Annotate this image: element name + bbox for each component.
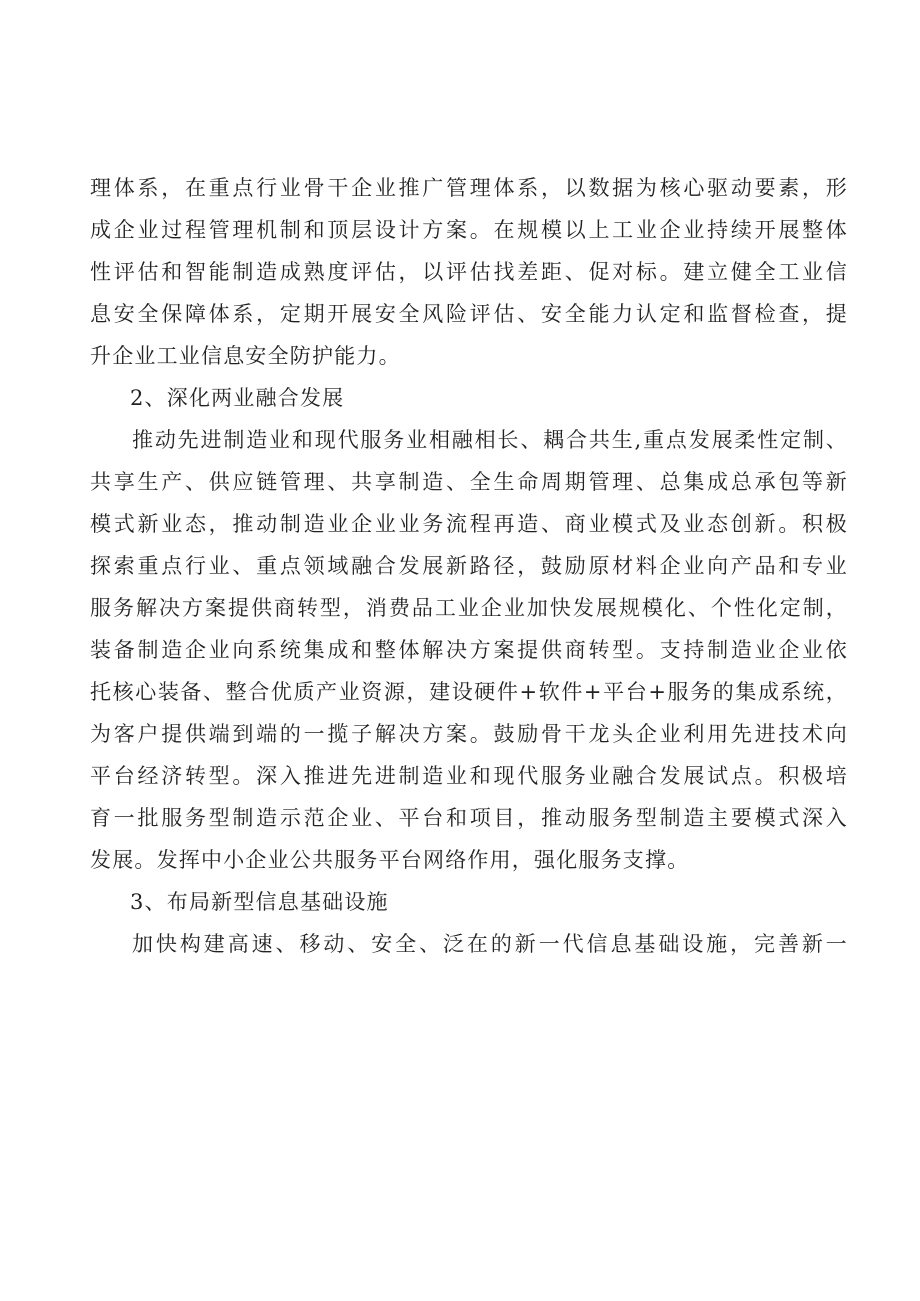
paragraph-line: 性评估和智能制造成熟度评估，以评估找差距、促对标。建立健全工业信 (90, 260, 848, 284)
paragraph-line: 息安全保障体系，定期开展安全风险评估、安全能力认定和监督检查，提 (90, 302, 848, 326)
paragraph-line: 平台经济转型。深入推进先进制造业和现代服务业融合发展试点。积极培 (90, 764, 848, 788)
paragraph-line: 为客户提供端到端的一揽子解决方案。鼓励骨干龙头企业利用先进技术向 (90, 722, 848, 746)
paragraph-line: 推动先进制造业和现代服务业相融相长、耦合共生,重点发展柔性定制、 (132, 428, 848, 452)
paragraph-line: 加快构建高速、移动、安全、泛在的新一代信息基础设施，完善新一 (132, 932, 848, 956)
section-heading: 3、布局新型信息基础设施 (130, 890, 389, 914)
paragraph-line: 装备制造企业向系统集成和整体解决方案提供商转型。支持制造业企业依 (90, 638, 848, 662)
paragraph-line: 育一批服务型制造示范企业、平台和项目，推动服务型制造主要模式深入 (90, 806, 848, 830)
paragraph-line: 理体系，在重点行业骨干企业推广管理体系，以数据为核心驱动要素，形 (90, 176, 848, 200)
paragraph-line: 探索重点行业、重点领域融合发展新路径，鼓励原材料企业向产品和专业 (90, 554, 848, 578)
paragraph-line: 模式新业态，推动制造业企业业务流程再造、商业模式及业态创新。积极 (90, 512, 848, 536)
paragraph-line: 服务解决方案提供商转型，消费品工业企业加快发展规模化、个性化定制， (90, 596, 848, 620)
paragraph-line: 成企业过程管理机制和顶层设计方案。在规模以上工业企业持续开展整体 (90, 218, 848, 242)
paragraph-line: 共享生产、供应链管理、共享制造、全生命周期管理、总集成总承包等新 (90, 470, 848, 494)
section-heading: 2、深化两业融合发展 (130, 386, 345, 410)
paragraph-line: 托核心装备、整合优质产业资源，建设硬件+软件+平台+服务的集成系统， (90, 680, 848, 704)
paragraph-line: 升企业工业信息安全防护能力。 (90, 344, 401, 368)
paragraph-line: 发展。发挥中小企业公共服务平台网络作用，强化服务支撑。 (90, 848, 690, 872)
